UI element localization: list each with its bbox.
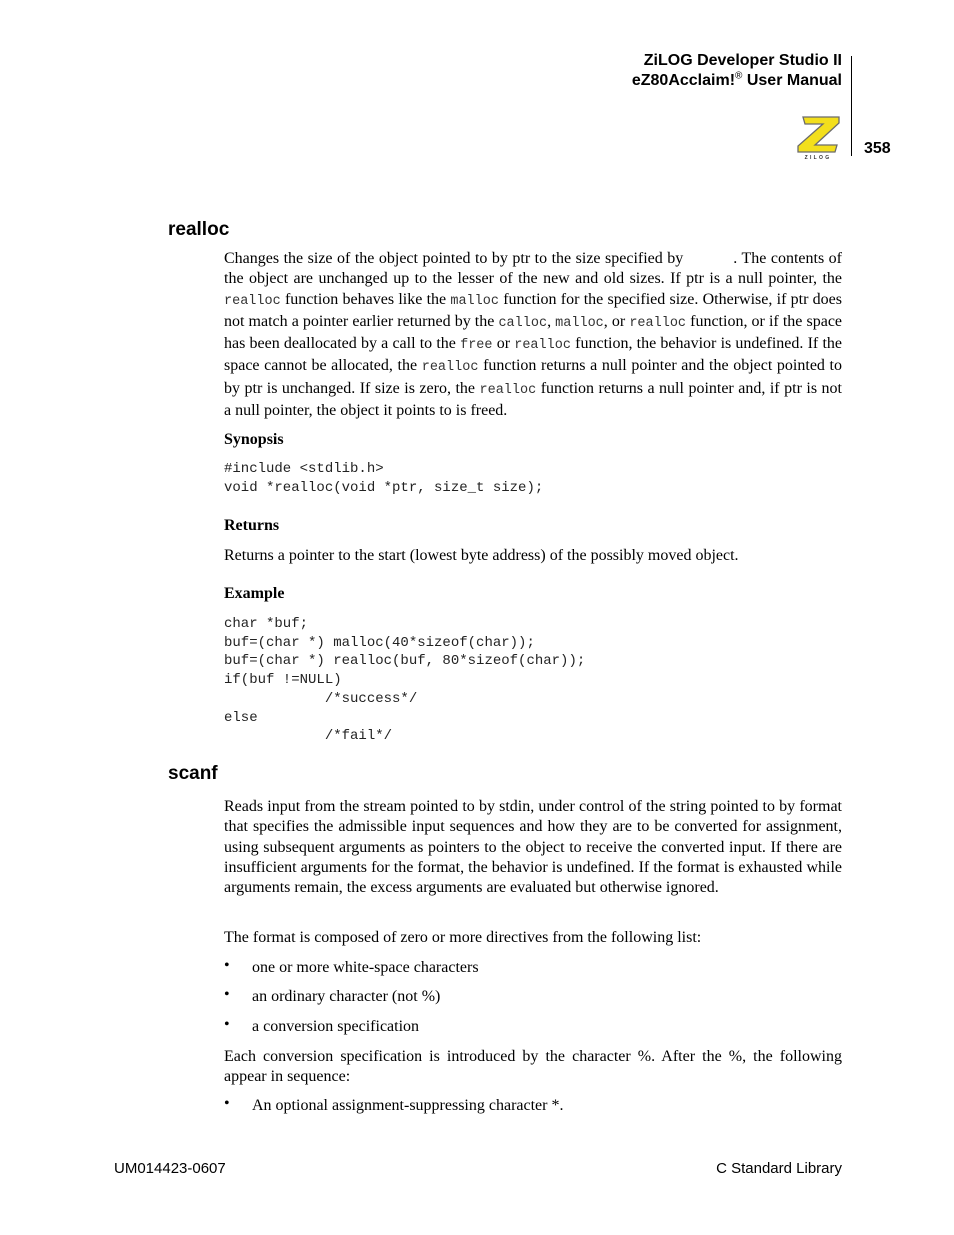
- svg-text:ZILOG: ZILOG: [804, 155, 832, 160]
- example-code: char *buf; buf=(char *) malloc(40*sizeof(char)); buf=(char *) realloc(buf, 80*sizeof(char)); if(buf !=NULL) /*success*/ else /*fail*/: [224, 616, 586, 745]
- list-item-text: one or more white-space characters: [252, 959, 479, 976]
- list-item-text: a conversion specification: [252, 1018, 420, 1035]
- section-name: C Standard Library: [716, 1160, 842, 1177]
- returns-label: Returns: [224, 517, 280, 534]
- page-number: 358: [864, 140, 891, 157]
- synopsis-label: Synopsis: [224, 431, 284, 448]
- conversion-intro: Each conversion specification is introduced by the character %. After the %, the following appear in sequence:: [224, 1048, 842, 1086]
- realloc-heading: realloc: [168, 219, 230, 240]
- manual-subtitle: eZ80Acclaim!® User Manual: [631, 70, 842, 89]
- list-item-text: An optional assignment-suppressing character *.: [252, 1097, 564, 1114]
- example-label: Example: [224, 585, 285, 602]
- manual-title: ZiLOG Developer Studio II: [643, 52, 842, 69]
- synopsis-code: #include <stdlib.h> void *realloc(void *ptr, size_t size);: [224, 461, 544, 496]
- bullet-icon: •: [224, 1016, 230, 1033]
- scanf-heading: scanf: [168, 763, 218, 784]
- bullet-icon: •: [224, 957, 230, 974]
- header-divider: [851, 56, 852, 156]
- list-item-text: an ordinary character (not %): [252, 988, 441, 1005]
- realloc-description: Changes the size of the object pointed to by ptr to the size specified by . The contents of the object are unchanged up to the lesser of the new and old sizes. If ptr is a null pointer, the realloc function behaves like the malloc function for the specified size. Otherwise, if ptr does not match a pointer earlier returned by the calloc, malloc, or realloc function, or if the space has been deallocated by a call to the free or realloc function, the behavior is undefined. If the space cannot be allocated, the realloc function returns a null pointer and the object pointed to by ptr is unchanged. If size is zero, the realloc function returns a null pointer and, if ptr is not a null pointer, the object it points to is freed.: [224, 250, 843, 420]
- bullet-icon: •: [224, 986, 230, 1003]
- zilog-logo: [795, 114, 841, 160]
- scanf-intro: Reads input from the stream pointed to by stdin, under control of the string pointed to by format that specifies the admissible input sequences and how they are to be converted for assignment, using subsequent arguments as pointers to the object to receive the converted input. If there are insufficient arguments for the format, the behavior is undefined. If the format is exhausted while arguments remain, the excess arguments are evaluated but otherwise ignored.: [224, 798, 842, 897]
- returns-text: Returns a pointer to the start (lowest byte address) of the possibly moved object.: [224, 547, 739, 564]
- bullet-icon: •: [224, 1095, 230, 1112]
- format-intro: The format is composed of zero or more directives from the following list:: [224, 929, 702, 946]
- document-id: UM014423-0607: [114, 1160, 226, 1177]
